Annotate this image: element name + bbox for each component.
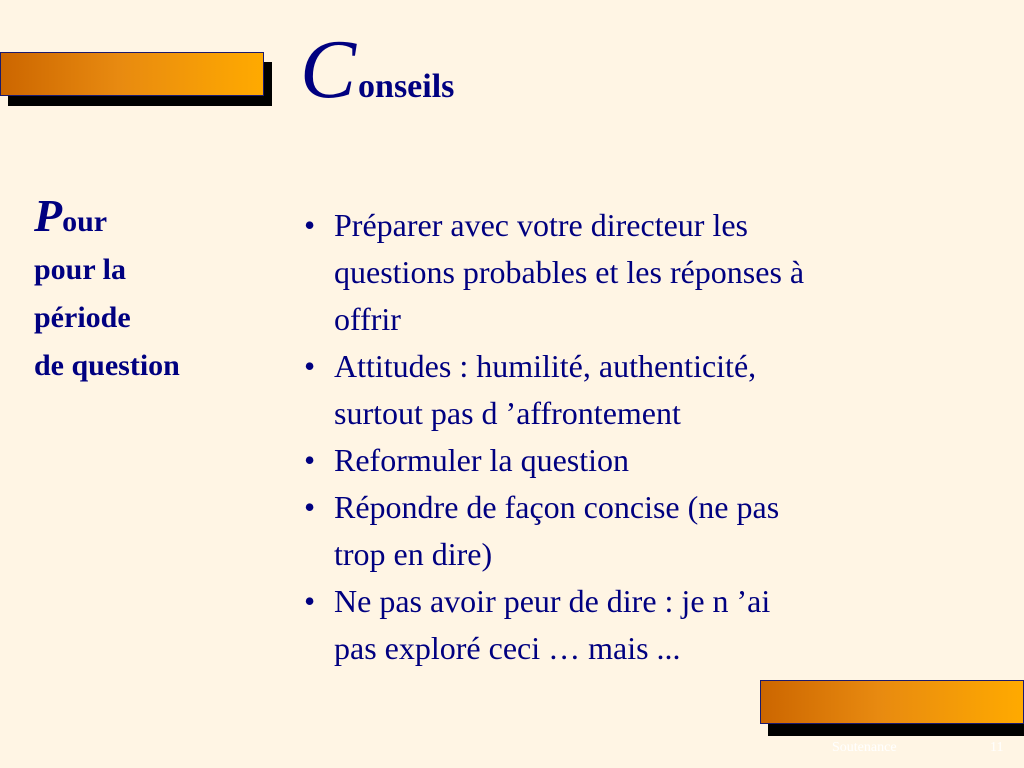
footer-bar-face: [760, 680, 1024, 724]
bullet-text-line: • Ne pas avoir peur de dire : je n ’ai: [334, 583, 771, 619]
slide-title-rest: onseils: [358, 68, 455, 105]
section-heading-line: période: [34, 301, 131, 334]
bullet-text-line: surtout pas d ’affrontement: [334, 395, 681, 431]
footer-label: Soutenance: [832, 740, 897, 755]
footer-decoration-bar: [760, 680, 1024, 736]
section-heading-first-line: [34, 192, 180, 246]
section-heading: [34, 192, 180, 390]
page-number: 11: [990, 740, 1004, 755]
bullet-item: [300, 202, 940, 343]
bullet-text-line: • Préparer avec votre directeur les: [334, 207, 748, 243]
bullet-item: [300, 343, 940, 437]
bullet-text-line: offrir: [334, 301, 401, 337]
bullet-item: [300, 578, 940, 672]
bullet-text-line: • Attitudes : humilité, authenticité,: [334, 348, 757, 384]
section-heading-line: pour la: [34, 253, 126, 286]
bullet-text-line: pas exploré ceci … mais ...: [334, 630, 681, 666]
bullet-text-line: trop en dire): [334, 536, 493, 572]
section-heading-initial: P: [34, 190, 63, 241]
bullet-text-line: • Reformuler la question: [334, 442, 630, 478]
slide-title: [300, 23, 455, 116]
bullet-list: [300, 202, 940, 672]
title-bar-face: [0, 52, 264, 96]
bullet-item: [300, 437, 940, 484]
title-decoration-bar: [0, 52, 272, 106]
bullet-item: [300, 484, 940, 578]
bullet-text-line: questions probables et les réponses à: [334, 254, 805, 290]
section-heading-line: de question: [34, 349, 180, 382]
slide-title-initial: C: [300, 23, 357, 116]
bullet-text-line: • Répondre de façon concise (ne pas: [334, 489, 780, 525]
section-heading-rest: our: [62, 205, 108, 238]
